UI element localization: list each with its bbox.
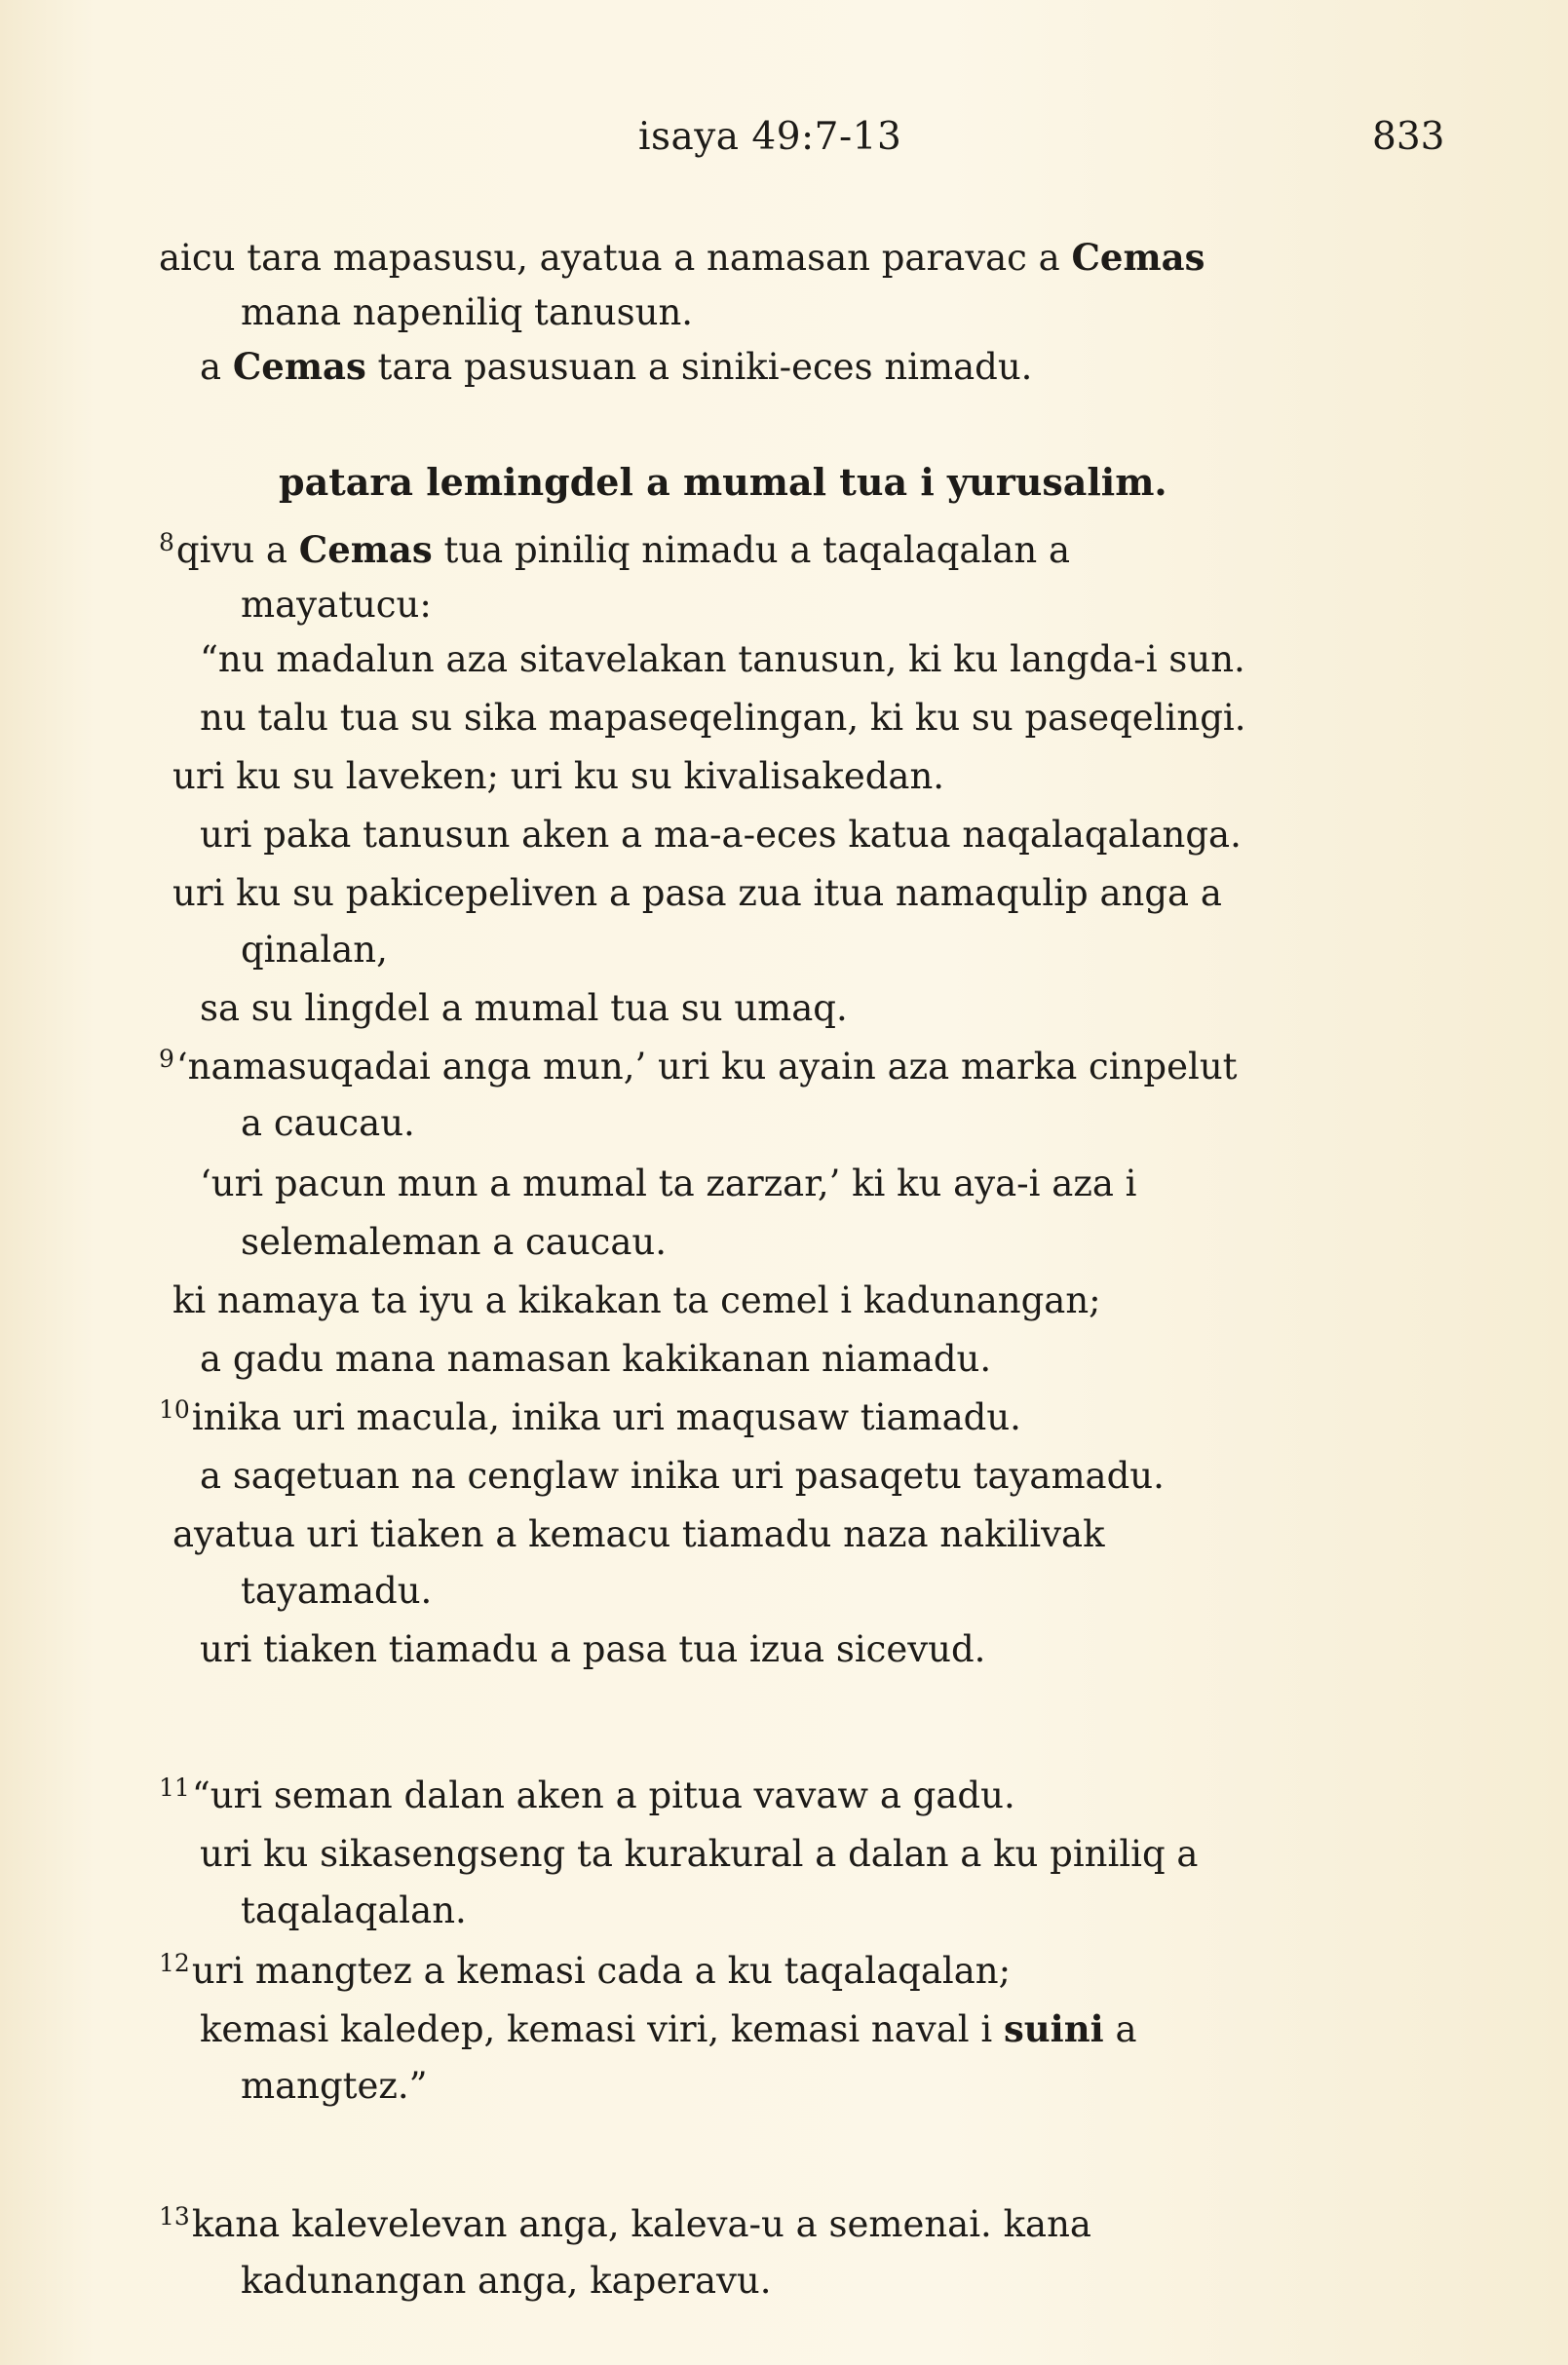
- line-text: uri tiaken tiamadu a pasa tua izua sicevud.: [200, 1628, 986, 1670]
- text-line: [200, 638, 1245, 680]
- line-text: uri ku sikasengseng ta kurakural a dalan a ku piniliq a: [200, 1833, 1199, 1875]
- line-text: ki namaya ta iyu a kikakan ta cemel i kadunangan;: [172, 1279, 1101, 1321]
- bold-word-cemas: Cemas: [298, 528, 433, 571]
- text-line: [241, 291, 694, 333]
- text-line: [241, 584, 432, 626]
- line-text: mana napeniliq tanusun.: [241, 291, 694, 333]
- line-text: uri paka tanusun aken a ma-a-eces katua naqalaqalanga.: [200, 814, 1242, 856]
- text-line: [241, 1102, 415, 1144]
- text-line: [200, 1338, 992, 1380]
- line-text: sa su lingdel a mumal tua su umaq.: [200, 987, 848, 1029]
- line-text: ayatua uri tiaken a kemacu tiamadu naza nakilivak: [172, 1513, 1105, 1555]
- text-line: [172, 872, 1222, 914]
- line-text: nu talu tua su sika mapaseqelingan, ki ku su paseqelingi.: [200, 697, 1246, 739]
- line-text: aicu tara mapasusu, ayatua a namasan paravac a: [159, 237, 1072, 279]
- verse-line: [159, 1949, 1012, 1992]
- bold-word-cemas: Cemas: [1071, 236, 1205, 279]
- verse-line: [159, 528, 1071, 571]
- verse-number: 10: [159, 1395, 190, 1424]
- text-line: [200, 345, 1033, 388]
- text-line: [159, 236, 1205, 279]
- line-text: selemaleman a caucau.: [241, 1221, 668, 1263]
- line-text: a gadu mana namasan kakikanan niamadu.: [200, 1338, 992, 1380]
- text-line: [241, 1889, 467, 1931]
- line-text: qivu a: [175, 529, 299, 571]
- line-text: tua piniliq nimadu a taqalaqalan a: [432, 529, 1071, 571]
- bold-word-cemas: Cemas: [232, 345, 366, 388]
- verse-line: [159, 2202, 1091, 2245]
- line-text: a: [1103, 2008, 1137, 2050]
- line-text: kemasi kaledep, kemasi viri, kemasi naval i: [200, 2008, 1004, 2050]
- verse-line: [159, 1045, 1238, 1087]
- line-text: tara pasusuan a siniki-eces nimadu.: [365, 346, 1033, 388]
- text-line: [200, 1165, 1136, 1202]
- line-text: kana kalevelevan anga, kaleva-u a semenai. kana: [191, 2203, 1091, 2245]
- text-line: [241, 1570, 433, 1612]
- line-text: a saqetuan na cenglaw inika uri pasaqetu tayamadu.: [200, 1455, 1165, 1497]
- text-line: [200, 2007, 1137, 2050]
- verse-number: 8: [159, 528, 174, 556]
- text-line: [172, 1279, 1101, 1321]
- line-text: taqalaqalan.: [241, 1889, 467, 1931]
- line-text: tayamadu.: [241, 1570, 433, 1612]
- text-line: [241, 929, 388, 971]
- text-line: [200, 697, 1246, 739]
- text-line: [200, 987, 848, 1029]
- verse-number: 9: [159, 1045, 174, 1073]
- text-line: [172, 755, 945, 797]
- line-text: ‘namasuqadai anga mun,’ uri ku ayain aza marka cinpelut: [175, 1046, 1238, 1087]
- text-line: [241, 2260, 772, 2302]
- section-heading: patara lemingdel a mumal tua i yurusalim.: [279, 460, 1167, 504]
- text-line: [241, 2065, 428, 2107]
- line-text: kadunangan anga, kaperavu.: [241, 2260, 772, 2302]
- text-line: [200, 814, 1242, 856]
- line-text: qinalan,: [241, 929, 388, 971]
- running-head: isaya 49:7-13: [638, 115, 902, 159]
- text-line: [200, 1833, 1199, 1875]
- line-text: “nu madalun aza sitavelakan tanusun, ki ku langda-i sun.: [200, 638, 1245, 680]
- text-line: [200, 1455, 1165, 1497]
- verse-line: [159, 1774, 1015, 1816]
- text-line: [241, 1221, 668, 1263]
- bold-word-suini: suini: [1003, 2007, 1104, 2050]
- verse-number: 11: [159, 1774, 190, 1802]
- line-text: inika uri macula, inika uri maqusaw tiamadu.: [191, 1396, 1021, 1438]
- verse-number: 13: [159, 2202, 190, 2231]
- verse-number: 12: [159, 1949, 190, 1977]
- page-number: 833: [1372, 115, 1445, 159]
- line-text: uri mangtez a kemasi cada a ku taqalaqalan;: [191, 1950, 1012, 1992]
- line-text: mangtez.”: [241, 2065, 428, 2107]
- text-line: [172, 1513, 1105, 1555]
- line-text: a: [200, 346, 233, 388]
- line-text: uri ku su laveken; uri ku su kivalisakedan.: [172, 755, 945, 797]
- text-line: [200, 1628, 986, 1670]
- line-text: uri ku su pakicepeliven a pasa zua itua namaqulip anga a: [172, 872, 1222, 914]
- line-text: a caucau.: [241, 1102, 415, 1144]
- verse-line: [159, 1395, 1021, 1438]
- line-text: mayatucu:: [241, 584, 432, 626]
- line-text: “uri seman dalan aken a pitua vavaw a gadu.: [191, 1774, 1015, 1816]
- line-text: ‘uri pacun mun a mumal ta zarzar,’ ki ku aya-i aza i: [200, 1163, 1137, 1204]
